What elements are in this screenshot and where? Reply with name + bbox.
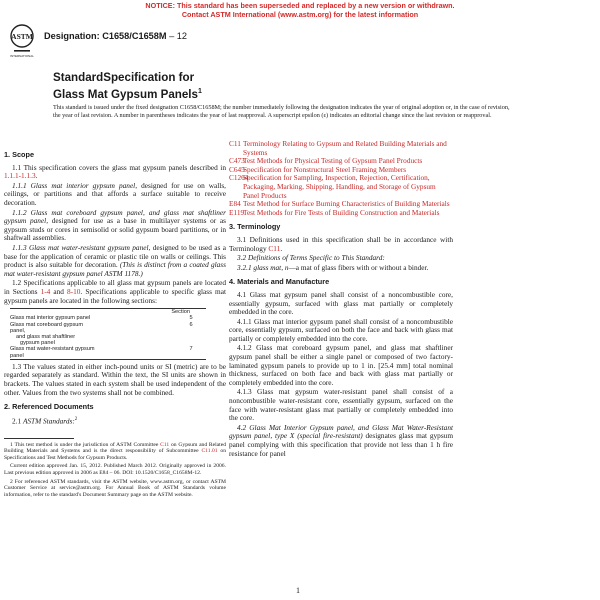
designation-code: C1658/C1658M bbox=[102, 31, 167, 41]
reference-code[interactable]: E84 bbox=[229, 199, 241, 209]
link-c11[interactable]: C11 bbox=[160, 441, 170, 448]
table-header: Section bbox=[10, 308, 206, 315]
reference-title[interactable]: Terminology Relating to Gypsum and Related Building Materials and Systems bbox=[243, 139, 447, 157]
reference-title[interactable]: Test Methods for Physical Testing of Gypsum Panel Products bbox=[243, 156, 423, 166]
para-4-1-3: 4.1.3 Glass mat gypsum water-resistant panel shall consist of a noncombustible water-resistant core, essentially gypsum, surfaced on the face with water-resistant glass mat partially or completely embedded into the core. bbox=[229, 387, 453, 423]
standard-note: This standard is issued under the fixed designation C1658/C1658M; the number immediately following the designation indicates the year of original adoption or, in the case of revision, the year of last revision. A number in parentheses indicates the year of last reapproval. A superscript epsilon (ε) indicates an editorial change since the last revision or reapproval. bbox=[53, 104, 510, 119]
para-3-2: 3.2 Definitions of Terms Specific to This Standard: bbox=[237, 253, 385, 263]
materials-heading: 4. Materials and Manufacture bbox=[229, 277, 330, 287]
para-1-2: 1.2 Specifications applicable to all glass mat gypsum panels are located in Sections 1-4 and 8-10. Specifications applicable to specific glass mat gypsum panels are located in the following sections: bbox=[4, 278, 226, 305]
title-line-1: StandardSpecification for bbox=[53, 71, 195, 84]
link-terminology-c11[interactable]: C11 bbox=[268, 243, 281, 253]
astm-logo-icon bbox=[9, 23, 35, 59]
para-4-1-1: 4.1.1 Glass mat interior gypsum panel shall consist of a noncombustible core, essentially gypsum, surfaced on both the face and back with glass mat partially or completely embedded into the core. bbox=[229, 316, 453, 343]
notice-line-1: NOTICE: This standard has been superseded and replaced by a new version or withdrawn. bbox=[145, 1, 455, 10]
footnote-divider bbox=[4, 438, 74, 439]
title-line-2: Glass Mat Gypsum Panels$^1$ bbox=[53, 87, 202, 101]
referenced-documents-heading: 2. Referenced Documents bbox=[4, 402, 94, 412]
svg-text:INTERNATIONAL: INTERNATIONAL bbox=[10, 54, 34, 58]
reference-code[interactable]: E119 bbox=[229, 207, 245, 217]
reference-title[interactable]: Specification for Nonstructural Steel Framing Members bbox=[243, 164, 407, 174]
title-footnote-ref[interactable]: 1 bbox=[197, 87, 202, 95]
left-column bbox=[4, 145, 226, 500]
designation-year: 12 bbox=[176, 31, 188, 41]
para-4-1: 4.1 Glass mat gypsum panel shall consist of a noncombustible core, essentially gypsum, surfaced with glass mat partially or completely embedded in the core. bbox=[229, 289, 453, 317]
para-3-1: 3.1 Definitions used in this specification shall be in accordance with Terminology C11. bbox=[229, 234, 453, 253]
reference-code[interactable]: C473 bbox=[229, 156, 245, 166]
para-4-1-2: 4.1.2 Glass mat coreboard gypsum panel, and glass mat shaftliner gypsum panel shall be either a single panel or composed of two factory-laminated gypsum panels to provide up to 1 in. [25.4 mm] total nominal thickness, surfaced on both face and back with glass mat partially or completely embedded into the core. bbox=[229, 343, 453, 387]
notice-line-2: Contact ASTM International (www.astm.org) for the latest information bbox=[181, 10, 419, 19]
reference-code[interactable]: C11 bbox=[229, 139, 241, 148]
para-1-1-1: 1.1.1 Glass mat interior gypsum panel, designed for use on walls, ceilings, or partitions and that affords a surface suitable to receive decoration. bbox=[4, 180, 226, 207]
footnote-2-ref[interactable]: 2 bbox=[74, 416, 78, 422]
para-1-1-3: 1.1.3 Glass mat water-resistant gypsum panel, designed to be used as a base for the application of ceramic or plastic tile on walls or ceilings. This product is also suitable for decoration. (This is distinct from a coated glass mat water-resistant gypsum panel ASTM 1178.) bbox=[4, 242, 226, 278]
para-1-1-2: 1.1.2 Glass mat coreboard gypsum panel, and glass mat shaftliner gypsum panel, designed for use as a base in multilayer systems or as gypsum studs or cores in semisolid or solid gypsum board partitions, or in shaftwall assemblies. bbox=[4, 207, 227, 243]
designation bbox=[44, 31, 187, 41]
table-row-cont: gypsum panel bbox=[20, 340, 55, 347]
para-1-1: 1.1 This specification covers the glass mat gypsum panels described in 1.1.1-1.1.3. bbox=[4, 162, 226, 181]
sections-table bbox=[10, 308, 206, 360]
para-1-3: 1.3 The values stated in either inch-pound units or SI (metric) are to be regarded separately as standard. Within the text, the SI units are shown in brackets. The values stated in each system shall be used independent of the other. Values from the two systems shall not be combined. bbox=[4, 361, 226, 397]
link-sections-8-10[interactable]: 8-10 bbox=[67, 286, 81, 296]
reference-item bbox=[229, 209, 453, 218]
footnote-2: 2 For referenced ASTM standards, visit the ASTM website, www.astm.org, or contact ASTM Customer Service at service@astm.org. For Annual Book of ASTM Standards volume information, refer to the standard's Document Summary page on the ASTM website. bbox=[4, 478, 226, 498]
table-row: Glass mat interior gypsum panel 5 bbox=[10, 315, 193, 322]
link-c11-01[interactable]: C11.01 bbox=[201, 448, 218, 455]
reference-code[interactable]: C1264 bbox=[229, 173, 249, 183]
para-4-2: 4.2 Glass Mat Interior Gypsum panel, and Glass Mat Water-Resistant gypsum panel, type X (special fire-resistant) designates glass mat gypsum panel complying with this specification that provide not less than 1 h fire resistance for panel bbox=[229, 422, 453, 458]
reference-title[interactable]: Test Methods for Fire Tests of Building Construction and Materials bbox=[243, 207, 440, 217]
designation-dash: – bbox=[166, 31, 177, 41]
right-column bbox=[229, 140, 453, 459]
designation-label: Designation: bbox=[44, 31, 100, 41]
table-row-cont: panel bbox=[10, 353, 206, 360]
para-3-2-1: 3.2.1 glass mat, n—a mat of glass fibers with or without a binder. bbox=[237, 262, 429, 272]
para-2-1: 2.1 ASTM Standards:$^2$ bbox=[12, 416, 78, 426]
table-row-cont: panel, bbox=[10, 327, 26, 334]
footnote-1: 1 This test method is under the jurisdiction of ASTM Committee C11 on Gypsum and Related Building Materials and Systems and is the direct responsibility of Subcommittee C11.01 on Specifications and Test Methods for Gypsum Products. bbox=[4, 441, 226, 461]
table-row: Glass mat coreboard gypsum 6 bbox=[10, 321, 193, 328]
scope-heading: 1. Scope bbox=[4, 150, 35, 159]
footnote-1-edition: Current edition approved Jan. 15, 2012. Published March 2012. Originally approved in 2006. Last previous edition approved in 2006 as E84 – 06. DOI: 10.1520/C1658_C1658M-12. bbox=[4, 463, 226, 477]
terminology-heading: 3. Terminology bbox=[229, 222, 281, 232]
svg-text:ASTM: ASTM bbox=[11, 32, 33, 41]
link-sections-1-4[interactable]: 1-4 bbox=[40, 286, 51, 296]
page-title bbox=[53, 71, 202, 101]
reference-item bbox=[229, 140, 453, 157]
page-number: 1 bbox=[296, 586, 300, 595]
reference-title[interactable]: Specification for Sampling, Inspection, Rejection, Certification, Packaging, Marking, Shipping, Handling, and Storage of Gypsum Panel Products bbox=[243, 173, 436, 200]
table-row: Glass mat water-resistant gypsum 7 bbox=[10, 346, 193, 353]
supersede-notice bbox=[0, 1, 600, 19]
reference-code[interactable]: C645 bbox=[229, 164, 245, 174]
reference-item bbox=[229, 174, 453, 200]
table-row-cont: and glass mat shaftliner bbox=[16, 333, 76, 340]
link-1-1-1[interactable]: 1.1.1-1.1.3 bbox=[4, 171, 36, 181]
reference-title[interactable]: Test Method for Surface Burning Characteristics of Building Materials bbox=[243, 199, 450, 209]
